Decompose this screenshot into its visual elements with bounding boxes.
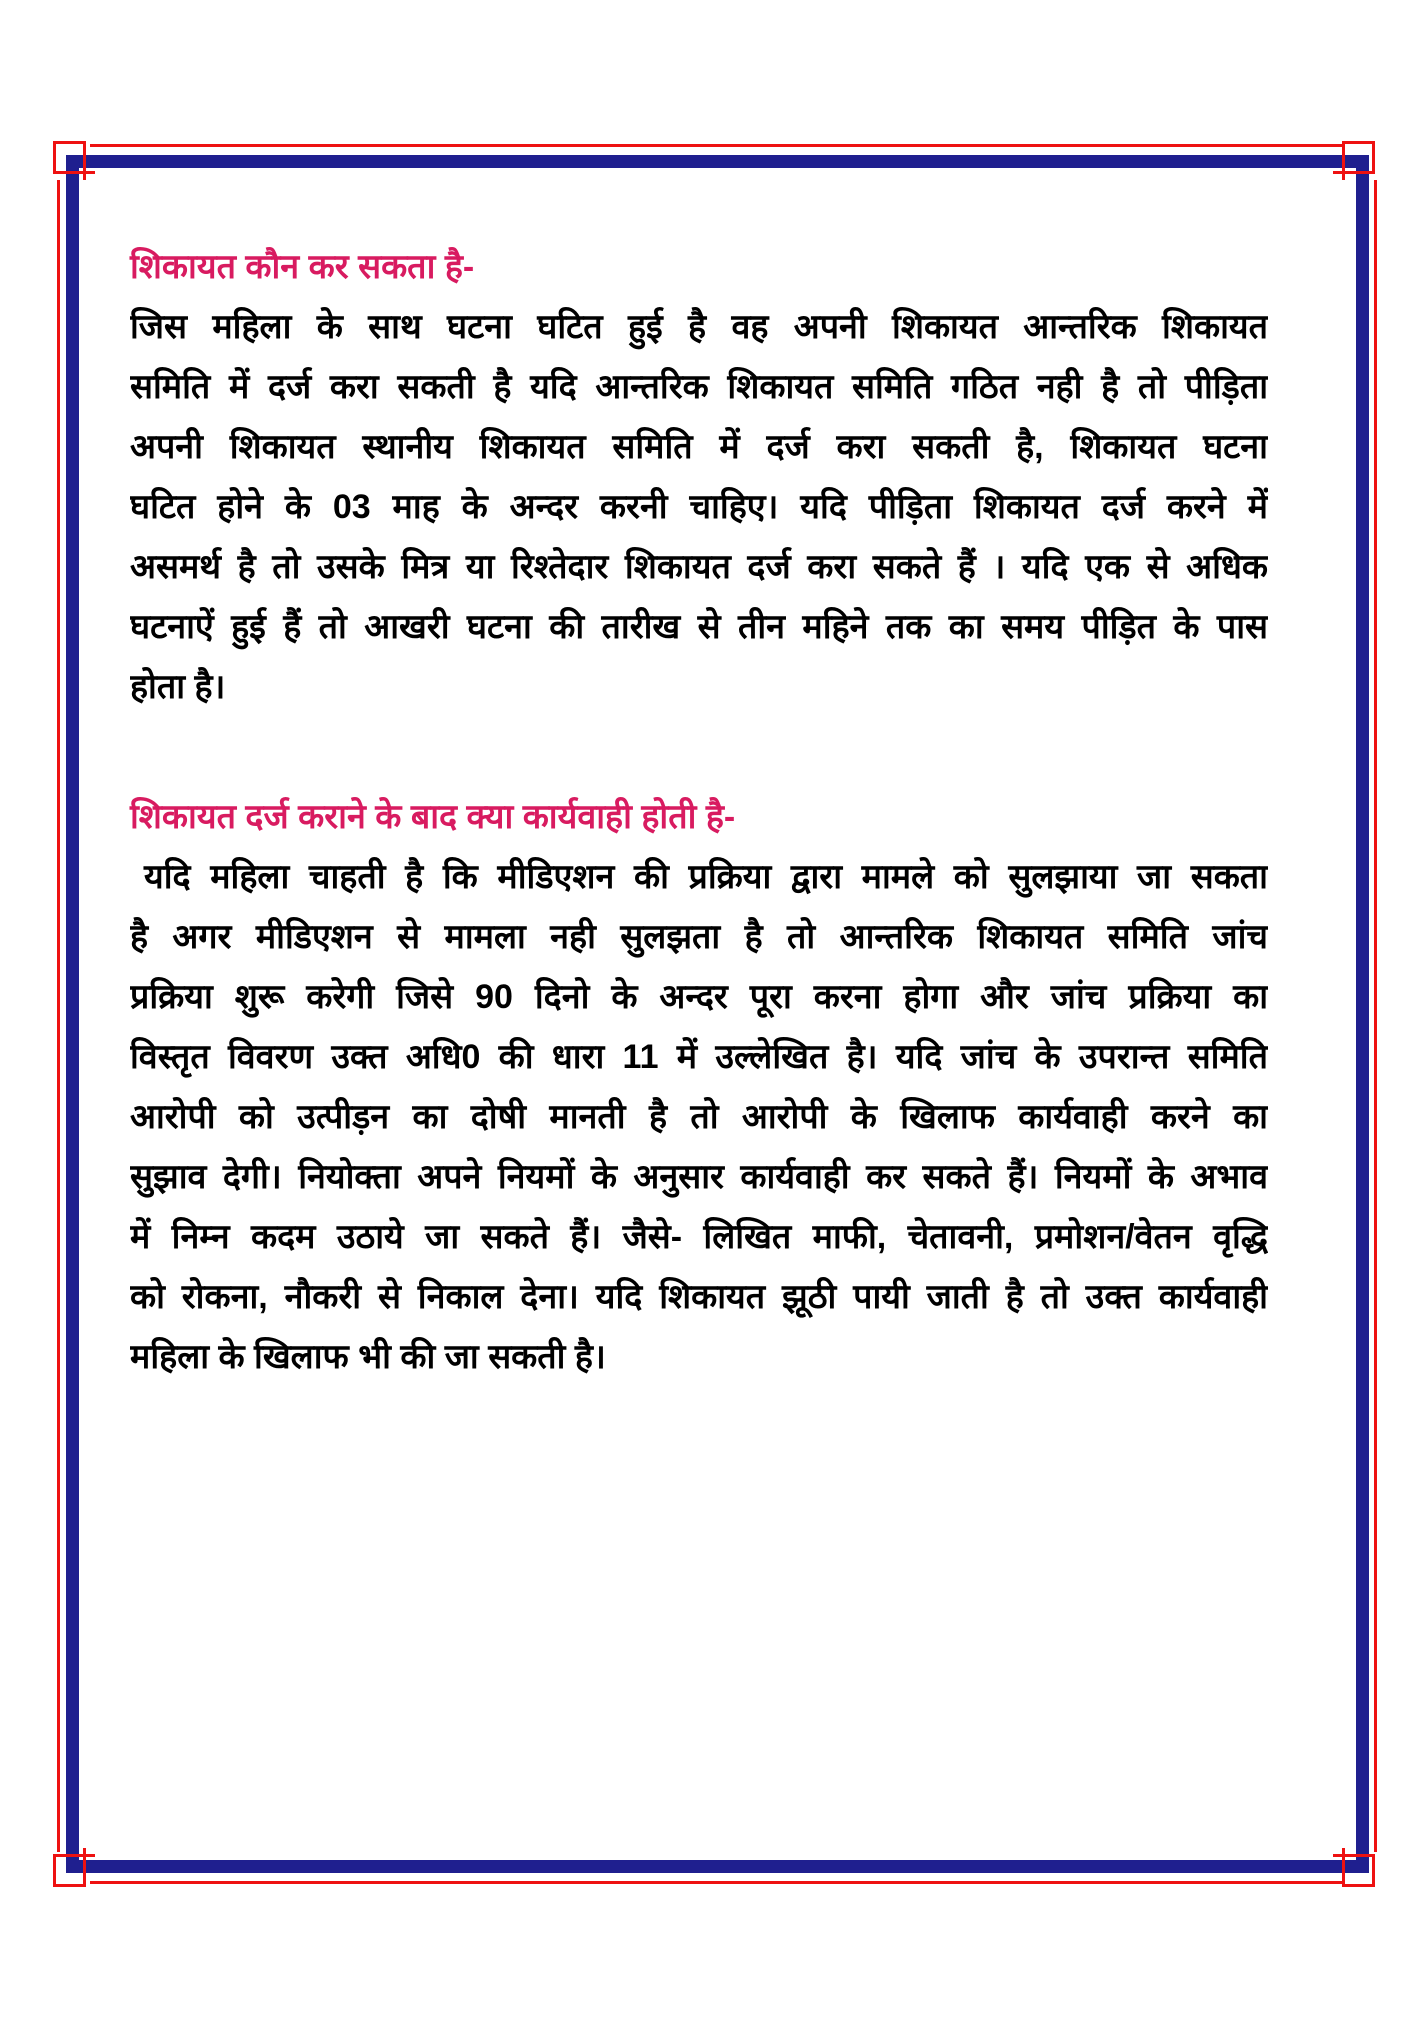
paragraph-action-after-complaint: [130, 847, 1268, 1387]
text-line: जिस महिला के साथ घटना घटित हुई है वह अपनी शिकायत आन्तरिक शिकायत: [130, 308, 1268, 346]
section-heading-action-after-complaint: शिकायत दर्ज कराने के बाद क्या कार्यवाही होती है-: [130, 798, 736, 836]
corner-ornament-top-left: [53, 141, 86, 174]
text-line: आरोपी को उत्पीड़न का दोषी मानती है तो आरोपी के खिलाफ कार्यवाही करने का: [130, 1098, 1268, 1136]
red-border-right: [1374, 180, 1377, 1852]
text-line: प्रक्रिया शुरू करेगी जिसे 90 दिनो के अन्दर पूरा करना होगा और जांच प्रक्रिया का: [130, 978, 1268, 1016]
red-border-left: [57, 180, 60, 1852]
red-border-top: [90, 144, 1344, 147]
text-line: घटनाऐं हुई हैं तो आखरी घटना की तारीख से तीन महिने तक का समय पीड़ित के पास: [130, 608, 1268, 646]
text-line: सुझाव देगी। नियोक्ता अपने नियमों के अनुसार कार्यवाही कर सकते हैं। नियमों के अभाव: [130, 1158, 1268, 1196]
corner-ornament-top-right: [1342, 141, 1375, 174]
corner-ornament-bottom-right: [1342, 1854, 1375, 1887]
text-line: होता है।: [130, 668, 226, 706]
text-line: यदि महिला चाहती है कि मीडिएशन की प्रक्रिया द्वारा मामले को सुलझाया जा सकता: [144, 858, 1268, 896]
text-line: असमर्थ है तो उसके मित्र या रिश्तेदार शिकायत दर्ज करा सकते हैं । यदि एक से अधिक: [130, 548, 1268, 586]
paragraph-who-can-complain: [130, 297, 1268, 717]
red-border-bottom: [90, 1881, 1344, 1884]
section-heading-who-can-complain: शिकायत कौन कर सकता है-: [130, 248, 475, 286]
text-line: में निम्न कदम उठाये जा सकते हैं। जैसे- लिखित माफी, चेतावनी, प्रमोशन/वेतन वृद्धि: [130, 1218, 1268, 1256]
text-line: को रोकना, नौकरी से निकाल देना। यदि शिकायत झूठी पायी जाती है तो उक्त कार्यवाही: [130, 1278, 1268, 1316]
text-line: है अगर मीडिएशन से मामला नही सुलझता है तो आन्तरिक शिकायत समिति जांच: [130, 918, 1268, 956]
text-line: महिला के खिलाफ भी की जा सकती है।: [130, 1338, 606, 1376]
text-line: समिति में दर्ज करा सकती है यदि आन्तरिक शिकायत समिति गठित नही है तो पीड़िता: [130, 368, 1268, 406]
text-line: घटित होने के 03 माह के अन्दर करनी चाहिए। यदि पीड़िता शिकायत दर्ज करने में: [130, 488, 1268, 526]
text-line: अपनी शिकायत स्थानीय शिकायत समिति में दर्ज करा सकती है, शिकायत घटना: [130, 428, 1268, 466]
corner-ornament-bottom-left: [53, 1854, 86, 1887]
text-line: विस्तृत विवरण उक्त अधि0 की धारा 11 में उल्लेखित है। यदि जांच के उपरान्त समिति: [130, 1038, 1268, 1076]
